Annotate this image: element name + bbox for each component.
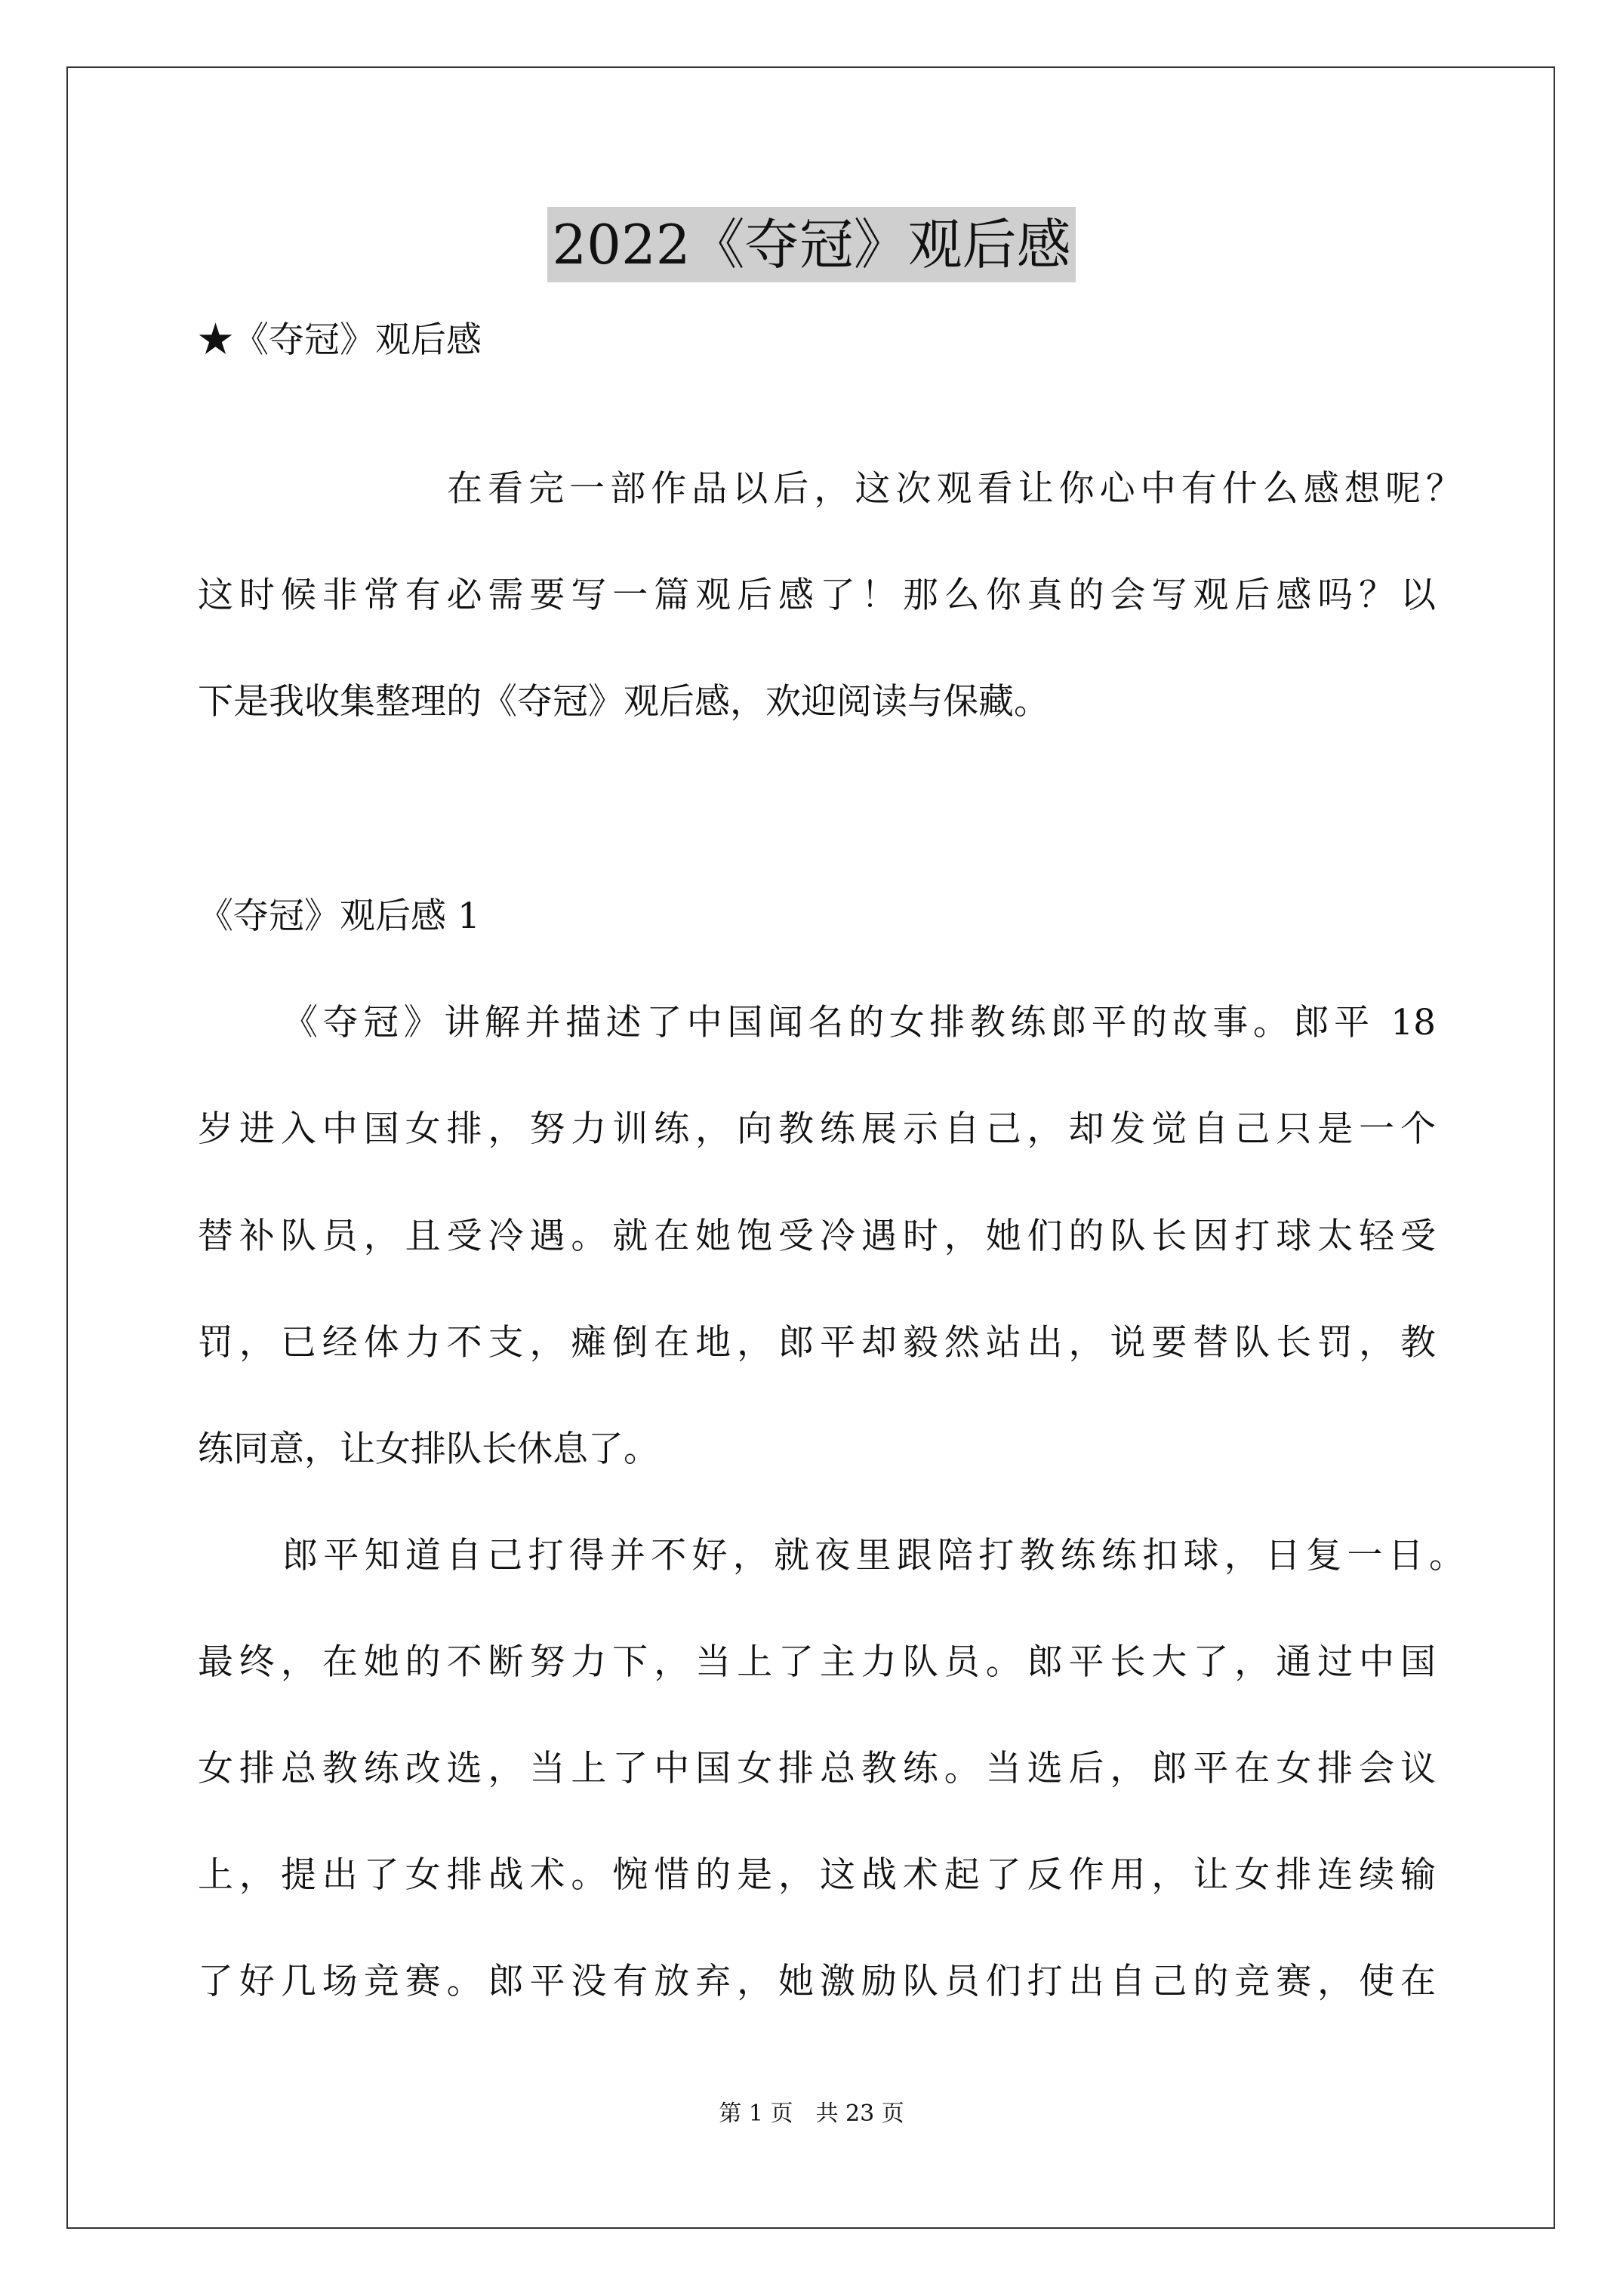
- paragraph2-line-4: 上，提出了女排战术。惋惜的是，这战术起了反作用，让女排连续输: [198, 1854, 1436, 1896]
- paragraph2-line-3: 女排总教练改选，当上了中国女排总教练。当选后，郎平在女排会议: [198, 1748, 1436, 1789]
- paragraph1-line-3: 替补队员，且受冷遇。就在她饱受冷遇时，她们的队长因打球太轻受: [198, 1216, 1436, 1257]
- paragraph1-line-1: 《夺冠》讲解并描述了中国闻名的女排教练郎平的故事。郎平 18: [282, 1002, 1436, 1043]
- paragraph1-line-5: 练同意，让女排队长休息了。: [198, 1428, 659, 1470]
- intro-line-1: 在看完一部作品以后，这次观看让你心中有什么感想呢？: [447, 468, 1461, 510]
- subtitle: ★《夺冠》观后感: [198, 319, 482, 361]
- intro-line-3: 下是我收集整理的《夺冠》观后感，欢迎阅读与保藏。: [198, 681, 1049, 723]
- document-title-wrap: [0, 207, 1623, 282]
- paragraph1-line-2: 岁进入中国女排，努力训练，向教练展示自己，却发觉自己只是一个: [198, 1108, 1436, 1150]
- intro-line-2: 这时候非常有必需要写一篇观后感了！那么你真的会写观后感吗？以: [198, 575, 1436, 616]
- paragraph1-line-4: 罚，已经体力不支，瘫倒在地，郎平却毅然站出，说要替队长罚，教: [198, 1322, 1436, 1364]
- section-heading: 《夺冠》观后感 1: [198, 895, 480, 937]
- paragraph2-line-5: 了好几场竞赛。郎平没有放弃，她激励队员们打出自己的竞赛，使在: [198, 1961, 1436, 2002]
- page-footer: 第 1 页 共 23 页: [719, 2100, 904, 2127]
- paragraph2-line-2: 最终，在她的不断努力下，当上了主力队员。郎平长大了，通过中国: [198, 1641, 1436, 1683]
- document-title: 2022《夺冠》观后感: [547, 207, 1075, 282]
- paragraph2-line-1: 郎平知道自己打得并不好，就夜里跟陪打教练练扣球，日复一日。: [282, 1535, 1464, 1576]
